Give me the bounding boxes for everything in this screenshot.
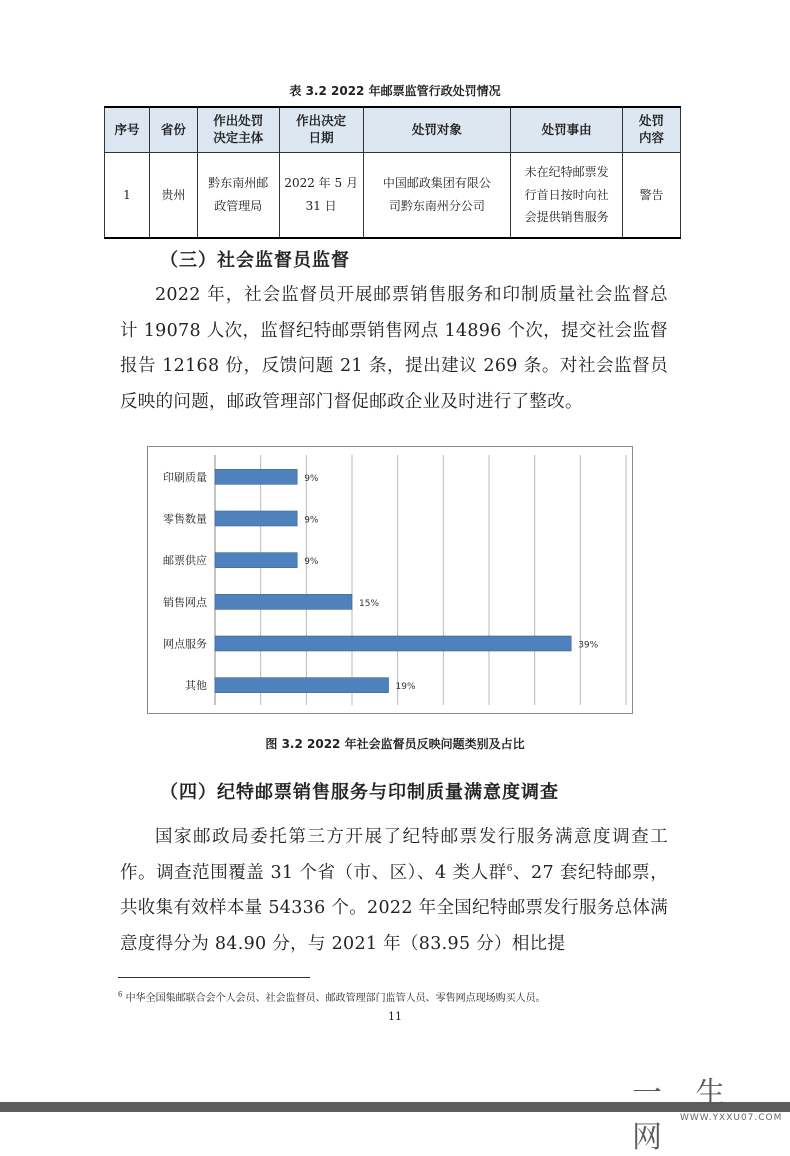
- section-4-text-part-1: 国家邮政局委托第三方开展了纪特邮票发行服务满意度调查工作。调查范围覆盖 31 个省（市、区）、4 类人群: [120, 827, 668, 883]
- footnote-mark: 6: [118, 990, 123, 999]
- table-row: [105, 153, 681, 239]
- header-text: 内容: [639, 130, 665, 145]
- cell-text: 司黔东南州分公司: [388, 199, 485, 213]
- footnote-text: 中华全国集邮联合会个人会员、社会监督员、邮政管理部门监管人员、零售网点现场购买人员。: [125, 993, 546, 1004]
- watermark-url: WWW.YXXU07.COM: [680, 1113, 783, 1123]
- bar-chart: [147, 446, 633, 714]
- figure-caption: 图 3.2 2022 年社会监督员反映问题类别及占比: [265, 737, 525, 751]
- category-label: 其他: [185, 679, 207, 693]
- cell-text: 黔东南州邮: [208, 176, 269, 191]
- header-text: 作出决定: [296, 113, 347, 129]
- bar: [215, 511, 297, 526]
- footnote: [118, 989, 546, 1004]
- data-label: 19%: [395, 682, 416, 693]
- table-cell: [197, 153, 279, 239]
- cell-text: 31 日: [305, 199, 337, 213]
- cell-text: 未在纪特邮票发: [524, 164, 609, 179]
- data-label: 9%: [304, 557, 319, 568]
- table-header-row: [105, 107, 681, 153]
- cell-text: 1: [123, 187, 131, 202]
- category-label: 印刷质量: [163, 470, 207, 484]
- bar: [215, 678, 389, 693]
- category-label: 销售网点: [163, 595, 207, 609]
- table-header-cell: [623, 107, 681, 153]
- table-header-cell: [363, 107, 511, 153]
- data-label: 15%: [359, 598, 380, 609]
- page-number: 11: [388, 1010, 402, 1023]
- section-4-text-part-2: 、27 套纪特邮票，共收集有效样本量 54336 个。2022 年全国纪特邮票发行服务总体满意度得分为 84.90 分，与 2021 年（83.95 分）相比提: [120, 862, 668, 954]
- data-label: 9%: [304, 473, 319, 484]
- section-3-paragraph: 2022 年，社会监督员开展邮票销售服务和印制质量社会监督总计 19078 人次，监督纪特邮票销售网点 14896 个次，提交社会监督报告 12168 份，反馈问题 21 条，提出建议 269 条。对社会监督员反映的问题，邮政管理部门督促邮政企业及时进行了整改。: [120, 285, 668, 412]
- table-cell: [511, 153, 623, 239]
- cell-text: 政管理局: [214, 199, 263, 213]
- penalty-table: [104, 106, 681, 239]
- bar: [215, 469, 297, 484]
- header-text: 作出处罚: [213, 113, 264, 129]
- header-text: 省份: [160, 121, 186, 137]
- category-label: 零售数量: [163, 512, 207, 526]
- cell-text: 贵州: [161, 187, 186, 202]
- table-header-cell: [279, 107, 363, 153]
- header-text: 日期: [308, 130, 334, 145]
- watermark-logo: 一 生 网: [632, 1076, 738, 1155]
- footnote-divider: [118, 977, 310, 978]
- category-label: 网点服务: [163, 637, 207, 651]
- section-4-paragraph: [120, 820, 668, 962]
- cell-text: 行首日按时向社: [524, 187, 609, 202]
- bar: [215, 594, 352, 609]
- table-header-cell: [105, 107, 150, 153]
- section-heading-4: （四）纪特邮票销售服务与印制质量满意度调查: [160, 782, 559, 803]
- data-label: 39%: [578, 640, 599, 651]
- table-cell: [363, 153, 511, 239]
- category-label: 邮票供应: [163, 554, 207, 568]
- cell-text: 中国邮政集团有限公: [382, 176, 491, 191]
- table-cell: [279, 153, 363, 239]
- header-text: 序号: [114, 121, 140, 137]
- bar: [215, 636, 571, 651]
- table-cell: [149, 153, 197, 239]
- cell-text: 2022 年 5 月: [284, 176, 358, 191]
- table-header-cell: [197, 107, 279, 153]
- bar-chart-svg: [148, 447, 632, 713]
- bar: [215, 553, 297, 568]
- table-caption: 表 3.2 2022 年邮票监管行政处罚情况: [289, 84, 501, 98]
- footnote-reference: 6: [506, 863, 513, 874]
- cell-text: 会提供销售服务: [524, 210, 609, 225]
- header-text: 处罚: [639, 113, 665, 129]
- table-cell: [105, 153, 150, 239]
- header-text: 处罚对象: [411, 121, 462, 137]
- table-cell: [623, 153, 681, 239]
- table-header-cell: [511, 107, 623, 153]
- header-text: 决定主体: [213, 130, 264, 145]
- table-header-cell: [149, 107, 197, 153]
- cell-text: 警告: [639, 187, 664, 202]
- header-text: 处罚事由: [541, 121, 592, 137]
- section-heading-3: （三）社会监督员监督: [160, 250, 350, 271]
- data-label: 9%: [304, 515, 319, 526]
